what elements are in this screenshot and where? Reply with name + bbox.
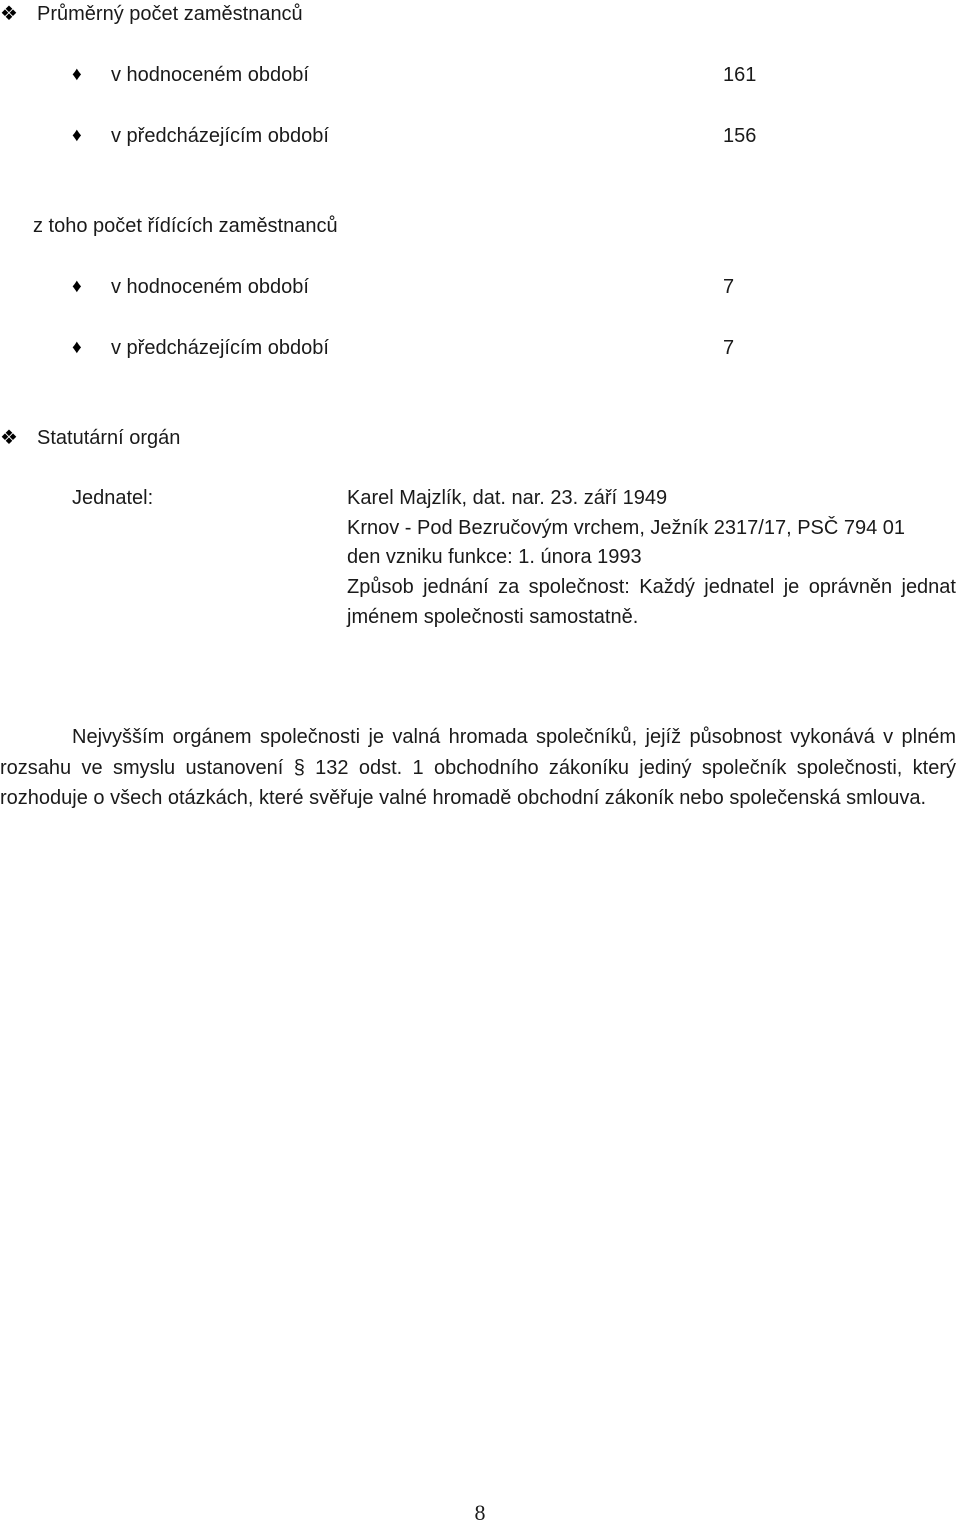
diamond-bullet-icon: ❖	[0, 3, 18, 25]
managers-current-label: v hodnoceném období	[111, 276, 309, 298]
employees-previous-value: 156	[723, 125, 757, 147]
statutory-start-line: den vzniku funkce: 1. února 1993	[347, 546, 642, 568]
statutory-heading: Statutární orgán	[37, 427, 181, 449]
statutory-name-line: Karel Majzlík, dat. nar. 23. září 1949	[347, 487, 668, 509]
small-diamond-icon: ♦	[72, 337, 82, 358]
statutory-conduct: Způsob jednání za společnost: Každý jednatel je oprávněn jednat jménem společnosti samostatně.	[347, 576, 956, 628]
small-diamond-icon: ♦	[72, 64, 82, 85]
managers-previous-label: v předcházejícím období	[111, 337, 329, 359]
page-number: 8	[474, 1500, 486, 1525]
employees-current-value: 161	[723, 64, 757, 86]
small-diamond-icon: ♦	[72, 276, 82, 297]
managers-current-value: 7	[723, 276, 735, 298]
statutory-address-line: Krnov - Pod Bezručovým vrchem, Ježník 2317/17, PSČ 794 01	[347, 517, 906, 539]
statutory-role-label: Jednatel:	[72, 487, 154, 509]
managers-previous-value: 7	[723, 337, 735, 359]
small-diamond-icon: ♦	[72, 125, 82, 146]
employees-current-label: v hodnoceném období	[111, 64, 309, 86]
diamond-bullet-icon: ❖	[0, 427, 18, 449]
employees-heading: Průměrný počet zaměstnanců	[37, 3, 303, 25]
managers-heading: z toho počet řídících zaměstnanců	[33, 215, 338, 237]
body-paragraph: Nejvyšším orgánem společnosti je valná hromada společníků, jejíž působnost vykonává v plném rozsahu ve smyslu ustanovení § 132 odst. 1 obchodního zákoníku jediný společník společnosti, který rozhoduje o všech otázkách, které svěřuje valné hromadě obchodní zákoník nebo společenská smlouva.	[0, 726, 956, 809]
employees-previous-label: v předcházejícím období	[111, 125, 329, 147]
